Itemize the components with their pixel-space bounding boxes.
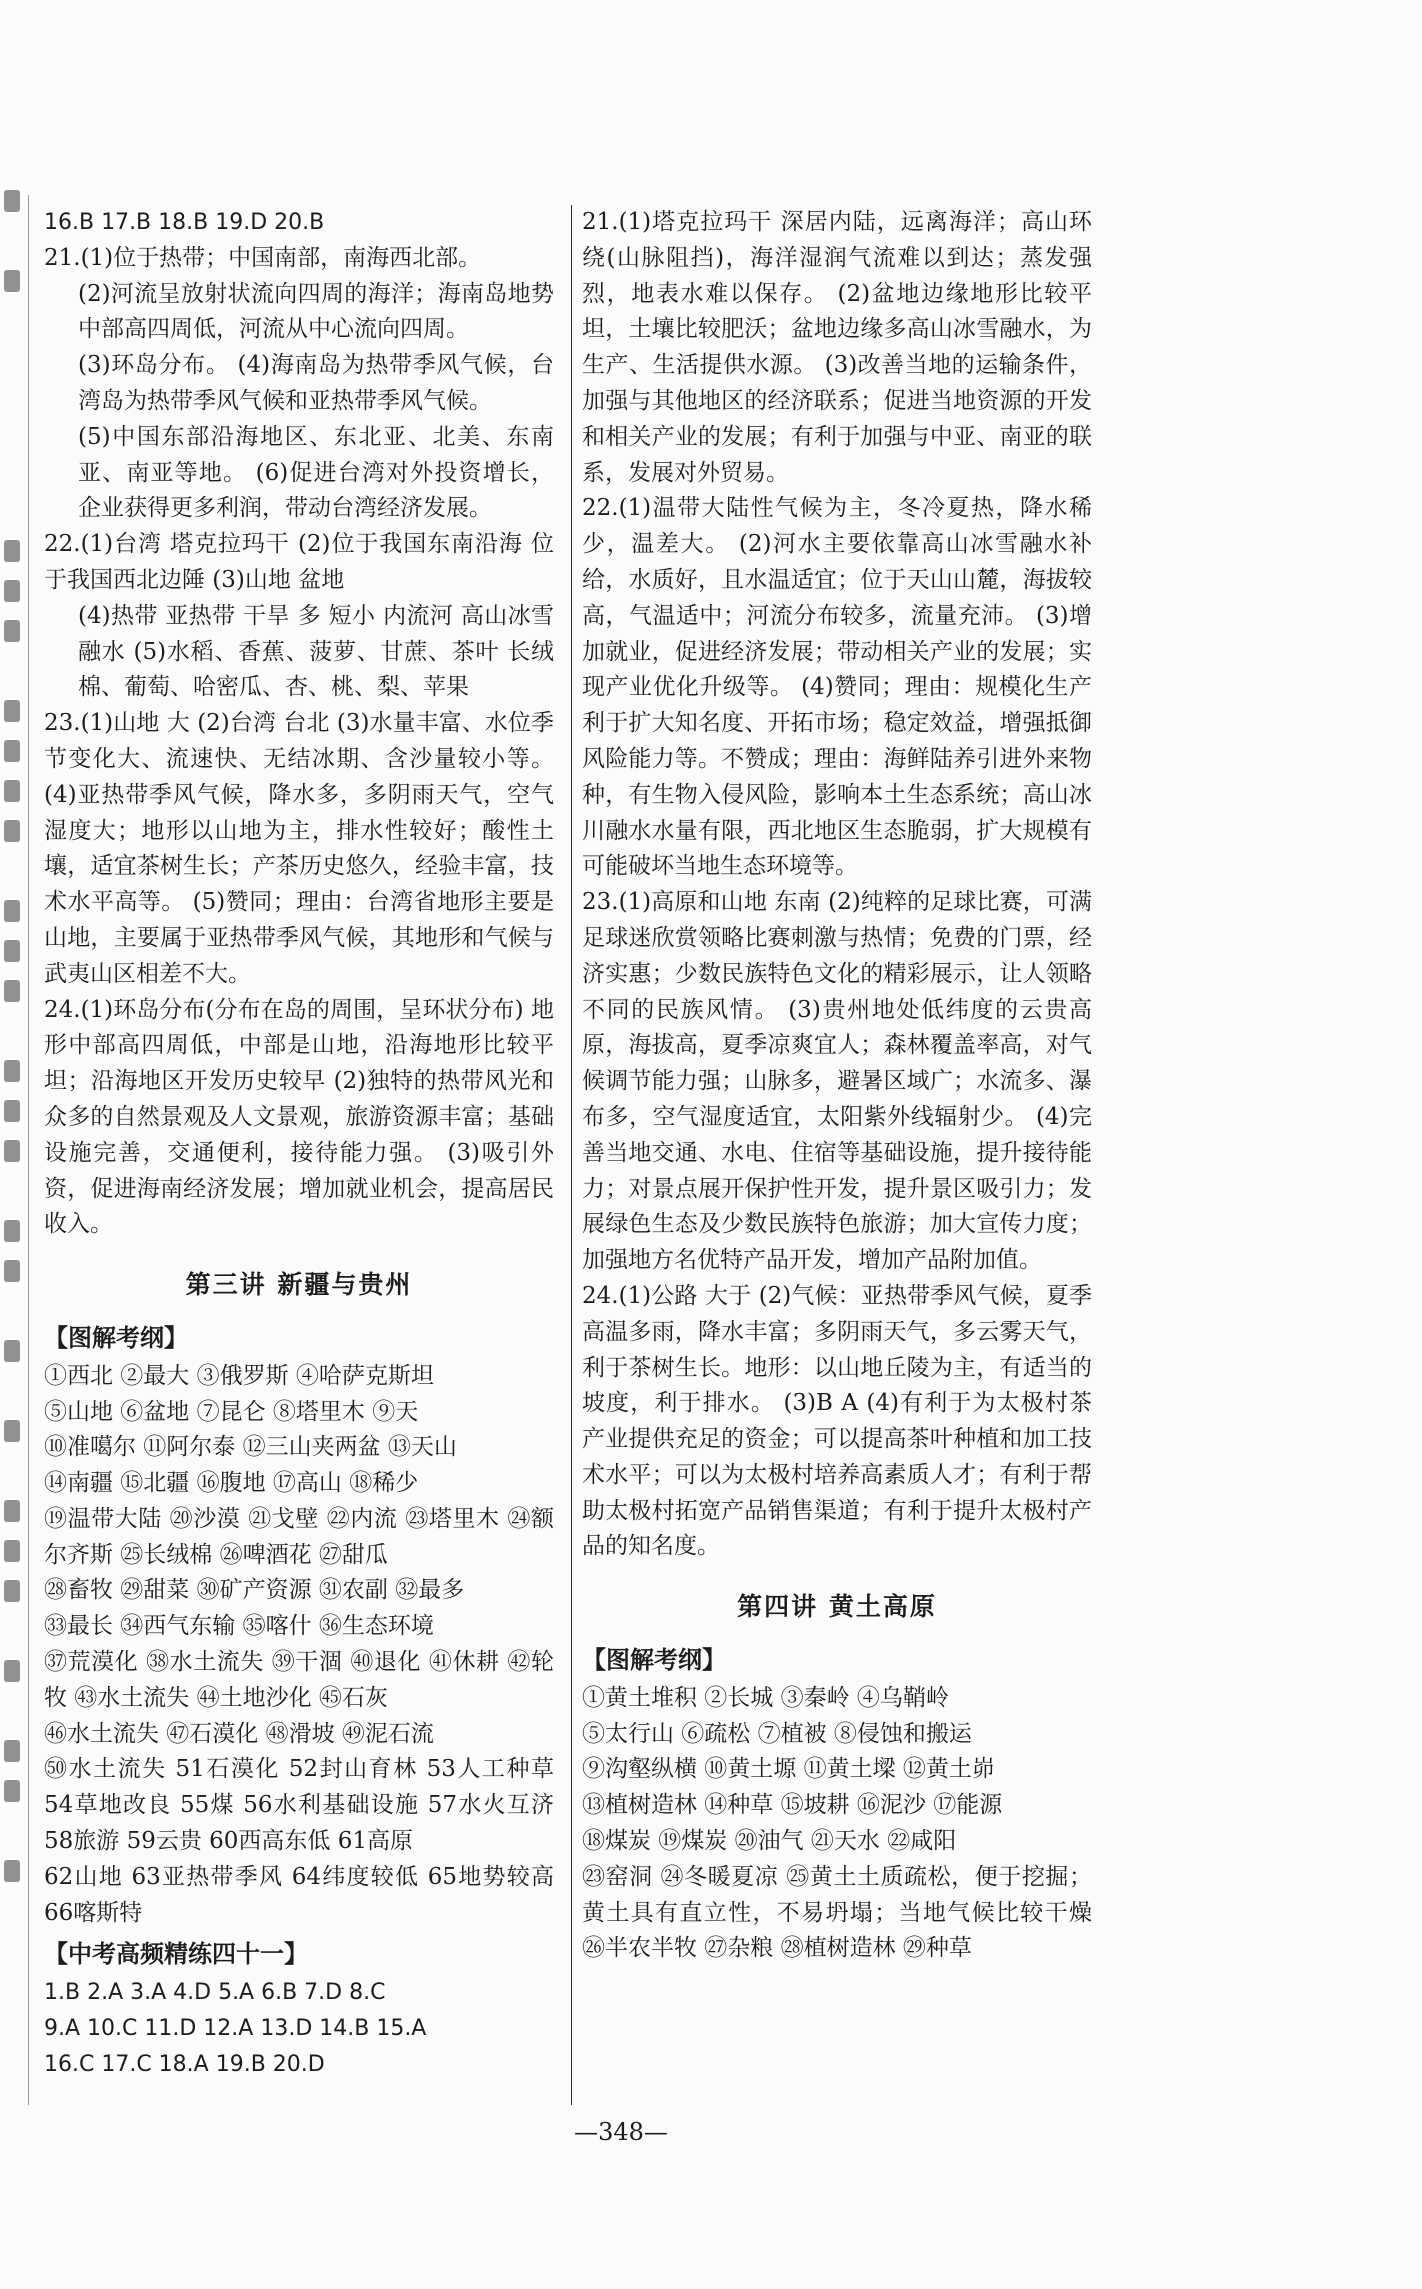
tujie4-line: ⑨沟壑纵横 ⑩黄土塬 ⑪黄土墚 ⑫黄土峁 [582, 1756, 995, 1783]
zhongkao-heading: 【中考高频精练四十一】 [44, 1940, 308, 1969]
q21-part2: (2)河流呈放射状流向四周的海洋；海南岛地势中部高四周低，河流从中心流向四周。 [78, 280, 554, 343]
binding-margin-fragments [0, 180, 26, 1980]
tujie3-line: ㊿水土流失 51石漠化 52封山育林 53人工种草 54草地改良 55煤 56水利基础设施 57水火互济 58旅游 59云贵 60西高东低 61高原 [44, 1756, 554, 1855]
q23: 23.(1)山地 大 (2)台湾 台北 (3)水量丰富、水位季节变化大、流速快、无结冰期、含沙量较小等。 (4)亚热带季风气候，降水多，多阴雨天气，空气湿度大；地形以山地为主，排水性较好；酸性土壤，适宜茶树生长；产茶历史悠久，经验丰富，技术水平高等。 (5)赞同；理由：台湾省地形主要是山地，主要属于亚热带季风气候，其地形和气候与武夷山区相差不大。 [44, 710, 554, 987]
tujie4-line: ⑱煤炭 ⑲煤炭 ⑳油气 ㉑天水 ㉒咸阳 [582, 1828, 957, 1855]
q21-part3: (3)环岛分布。 (4)海南岛为热带季风气候，台湾岛为热带季风气候和亚热带季风气候。 [78, 352, 554, 414]
page-number: —348— [574, 2118, 668, 2146]
tujie-heading: 【图解考纲】 [44, 1323, 188, 1352]
tujie3-line: ㉝最长 ㉞西气东输 ㉟喀什 ㊱生态环境 [44, 1613, 434, 1640]
answers-row: 9.A 10.C 11.D 12.A 13.D 14.B 15.A [44, 2016, 427, 2042]
q21-part1: 21.(1)位于热带；中国南部，南海西北部。 [44, 244, 482, 271]
r-q21: 21.(1)塔克拉玛干 深居内陆，远离海洋；高山环绕(山脉阻挡)，海洋湿润气流难以到达；蒸发强烈，地表水难以保存。 (2)盆地边缘地形比较平坦，土壤比较肥沃；盆地边缘多高山冰雪融水，为生产、生活提供水源。 (3)改善当地的运输条件，加强与其他地区的经济联系；促进当地资源的开发和相关产业的发展；有利于加强与中亚、南亚的联系，发展对外贸易。 [582, 209, 1092, 486]
r-q23: 23.(1)高原和山地 东南 (2)纯粹的足球比赛，可满足球迷欣赏领略比赛刺激与热情；免费的门票，经济实惠；少数民族特色文化的精彩展示，让人领略不同的民族风情。 (3)贵州地处低纬度的云贵高原，海拔高，夏季凉爽宜人；森林覆盖率高，对气候调节能力强；山脉多，避暑区域广；水流多、瀑布多，空气湿度适宜，太阳紫外线辐射少。 (4)完善当地交通、水电、住宿等基础设施，提升接待能力；对景点展开保护性开发，提升景区吸引力；发展绿色生态及少数民族特色旅游；加大宣传力度；加强地方名优特产品开发，增加产品附加值。 [582, 889, 1092, 1274]
tujie3-line: ㉘畜牧 ㉙甜菜 ㉚矿产资源 ㉛农副 ㉜最多 [44, 1577, 465, 1604]
r-q22: 22.(1)温带大陆性气候为主，冬冷夏热，降水稀少，温差大。 (2)河水主要依靠高山冰雪融水补给，水质好，且水温适宜；位于天山山麓，海拔较高，气温适中；河流分布较多，流量充沛。 (3)增加就业，促进经济发展；带动相关产业的发展；实现产业优化升级等。 (4)赞同；理由：规模化生产利于扩大知名度、开拓市场；稳定效益，增强抵御风险能力等。不赞成；理由：海鲜陆养引进外来物种，有生物入侵风险，影响本土生态系统；高山冰川融水水量有限，西北地区生态脆弱，扩大规模有可能破坏当地生态环境等。 [582, 495, 1092, 880]
tujie3-line: ⑲温带大陆 ⑳沙漠 ㉑戈壁 ㉒内流 ㉓塔里木 ㉔额尔齐斯 ㉕长绒棉 ㉖啤酒花 ㉗甜瓜 [44, 1505, 554, 1568]
q24: 24.(1)环岛分布(分布在岛的周围，呈环状分布) 地形中部高四周低，中部是山地，沿海地形比较平坦；沿海地区开发历史较早 (2)独特的热带风光和众多的自然景观及人文景观，旅游资源丰富；基础设施完善，交通便利，接待能力强。 (3)吸引外资，促进海南经济发展；增加就业机会，提高居民收入。 [44, 996, 554, 1238]
left-column [44, 205, 554, 2083]
tujie3-line: ⑤山地 ⑥盆地 ⑦昆仑 ⑧塔里木 ⑨天 [44, 1398, 419, 1425]
tujie3-line: ㊻水土流失 ㊼石漠化 ㊽滑坡 ㊾泥石流 [44, 1720, 434, 1747]
tujie3-line: 62山地 63亚热带季风 64纬度较低 65地势较高 66喀斯特 [44, 1863, 554, 1926]
right-column [582, 205, 1092, 1967]
tujie3-line: ⑭南疆 ⑮北疆 ⑯腹地 ⑰高山 ⑱稀少 [44, 1470, 419, 1497]
tujie4-line: ㉓窑洞 ㉔冬暖夏凉 ㉕黄土土质疏松，便于挖掘；黄土具有直立性，不易坍塌；当地气候比较干燥 ㉖半农半牧 ㉗杂粮 ㉘植树造林 ㉙种草 [582, 1863, 1092, 1962]
tujie4-line: ①黄土堆积 ②长城 ③秦岭 ④乌鞘岭 [582, 1684, 949, 1711]
section-title-loess-plateau: 第四讲 黄土高原 [737, 1592, 937, 1622]
answers-row: 1.B 2.A 3.A 4.D 5.A 6.B 7.D 8.C [44, 1980, 386, 2006]
tujie-heading: 【图解考纲】 [582, 1646, 726, 1675]
q21-part4: (5)中国东部沿海地区、东北亚、北美、东南亚、南亚等地。 (6)促进台湾对外投资增长，企业获得更多利润，带动台湾经济发展。 [78, 423, 554, 522]
top-answers: 16.B 17.B 18.B 19.D 20.B [44, 210, 325, 235]
tujie3-line: ①西北 ②最大 ③俄罗斯 ④哈萨克斯坦 [44, 1362, 434, 1389]
section-title-xinjiang-guizhou: 第三讲 新疆与贵州 [185, 1270, 413, 1300]
r-q24: 24.(1)公路 大于 (2)气候：亚热带季风气候，夏季高温多雨，降水丰富；多阴雨天气，多云雾天气，利于茶树生长。地形：以山地丘陵为主，有适当的坡度，利于排水。 (3)B A (4)有利于为太极村茶产业提供充足的资金；可以提高茶叶种植和加工技术水平；可以为太极村培养高素质人才；有利于帮助太极村拓宽产品销售渠道；有利于提升太极村产品的知名度。 [582, 1282, 1092, 1560]
q22-part2: (4)热带 亚热带 干旱 多 短小 内流河 高山冰雪融水 (5)水稻、香蕉、菠萝、甘蔗、茶叶 长绒棉、葡萄、哈密瓜、杏、桃、梨、苹果 [78, 602, 554, 701]
tujie4-line: ⑤太行山 ⑥疏松 ⑦植被 ⑧侵蚀和搬运 [582, 1720, 972, 1747]
answers-row: 16.C 17.C 18.A 19.B 20.D [44, 2051, 325, 2077]
tujie4-line: ⑬植树造林 ⑭种草 ⑮坡耕 ⑯泥沙 ⑰能源 [582, 1792, 1003, 1819]
tujie3-line: ⑩准噶尔 ⑪阿尔泰 ⑫三山夹两盆 ⑬天山 [44, 1434, 457, 1461]
left-binding-rule [28, 195, 29, 2105]
q22-part1: 22.(1)台湾 塔克拉玛干 (2)位于我国东南沿海 位于我国西北边陲 (3)山地 盆地 [44, 531, 554, 593]
tujie3-line: ㊲荒漠化 ㊳水土流失 ㊴干涸 ㊵退化 ㊶休耕 ㊷轮牧 ㊸水土流失 ㊹土地沙化 ㊺石灰 [44, 1649, 554, 1711]
column-divider [571, 205, 572, 2105]
